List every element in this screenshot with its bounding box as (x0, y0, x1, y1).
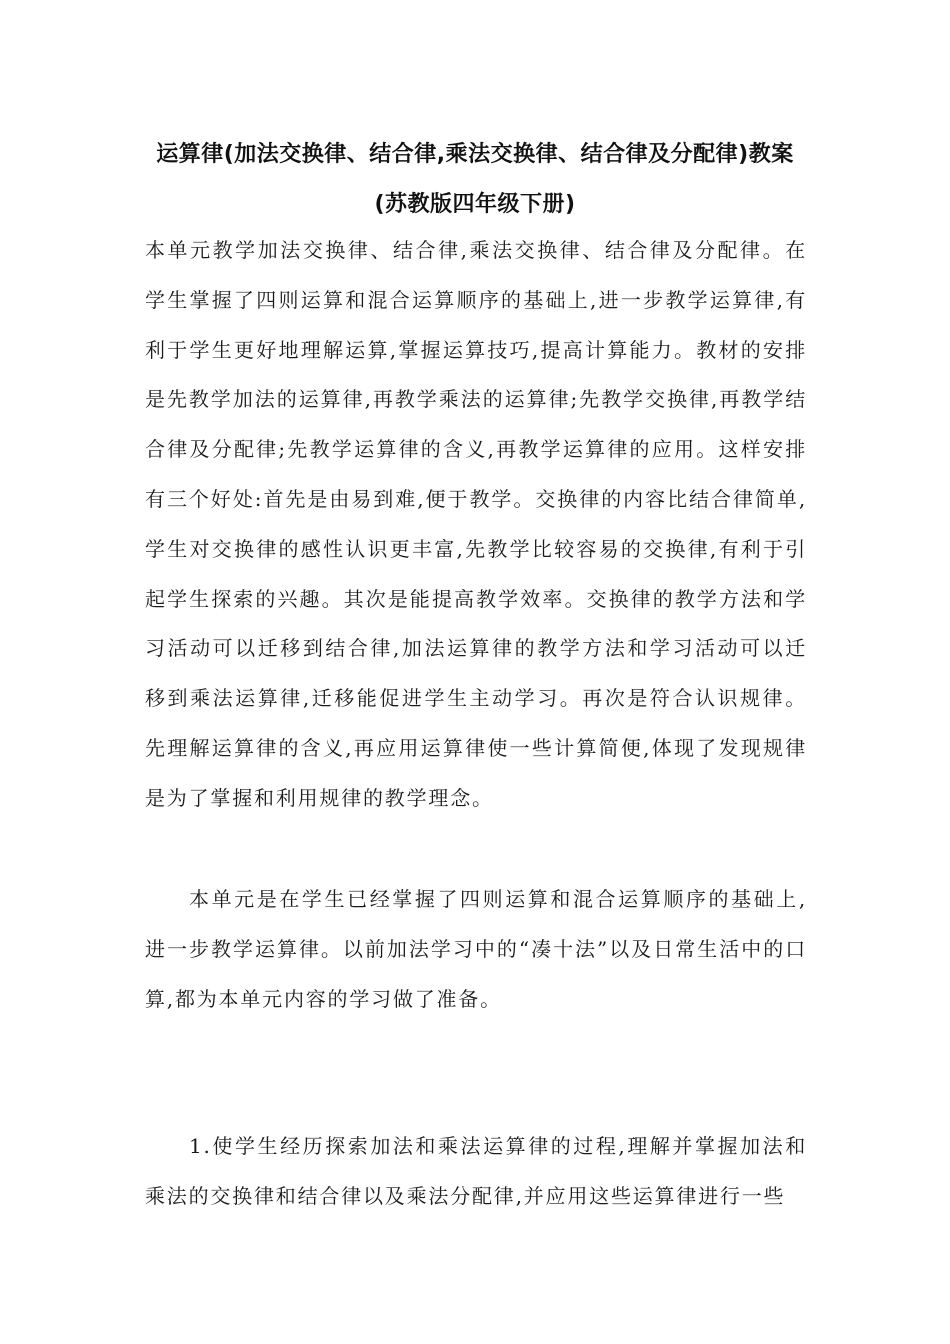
paragraph-intro: 本单元教学加法交换律、结合律,乘法交换律、结合律及分配律。在学生掌握了四则运算和混合运算顺序的基础上,进一步教学运算律,有利于学生更好地理解运算,掌握运算技巧,提高计算能力。教材的安排是先教学加法的运算律,再教学乘法的运算律;先教学交换律,再教学结合律及分配律;先教学运算律的含义,再教学运算律的应用。这样安排有三个好处:首先是由易到难,便于教学。交换律的内容比结合律简单,学生对交换律的感性认识更丰富,先教学比较容易的交换律,有利于引起学生探索的兴趣。其次是能提高教学效率。交换律的教学方法和学习活动可以迁移到结合律,加法运算律的教学方法和学习活动可以迁移到乘法运算律,迁移能促进学生主动学习。再次是符合认识规律。先理解运算律的含义,再应用运算律使一些计算简便,体现了发现规律是为了掌握和利用规律的教学理念。 (145, 238, 807, 810)
paragraph-objective-1: 1.使学生经历探索加法和乘法运算律的过程,理解并掌握加法和乘法的交换律和结合律以及乘法分配律,并应用这些运算律进行一些 (145, 1134, 807, 1208)
document-subtitle: (苏教版四年级下册) (374, 192, 576, 217)
paragraph-background: 本单元是在学生已经掌握了四则运算和混合运算顺序的基础上,进一步教学运算律。以前加法学习中的“凑十法”以及日常生活中的口算,都为本单元内容的学习做了准备。 (145, 887, 807, 1011)
document-title: 运算律(加法交换律、结合律,乘法交换律、结合律及分配律)教案 (156, 142, 794, 167)
